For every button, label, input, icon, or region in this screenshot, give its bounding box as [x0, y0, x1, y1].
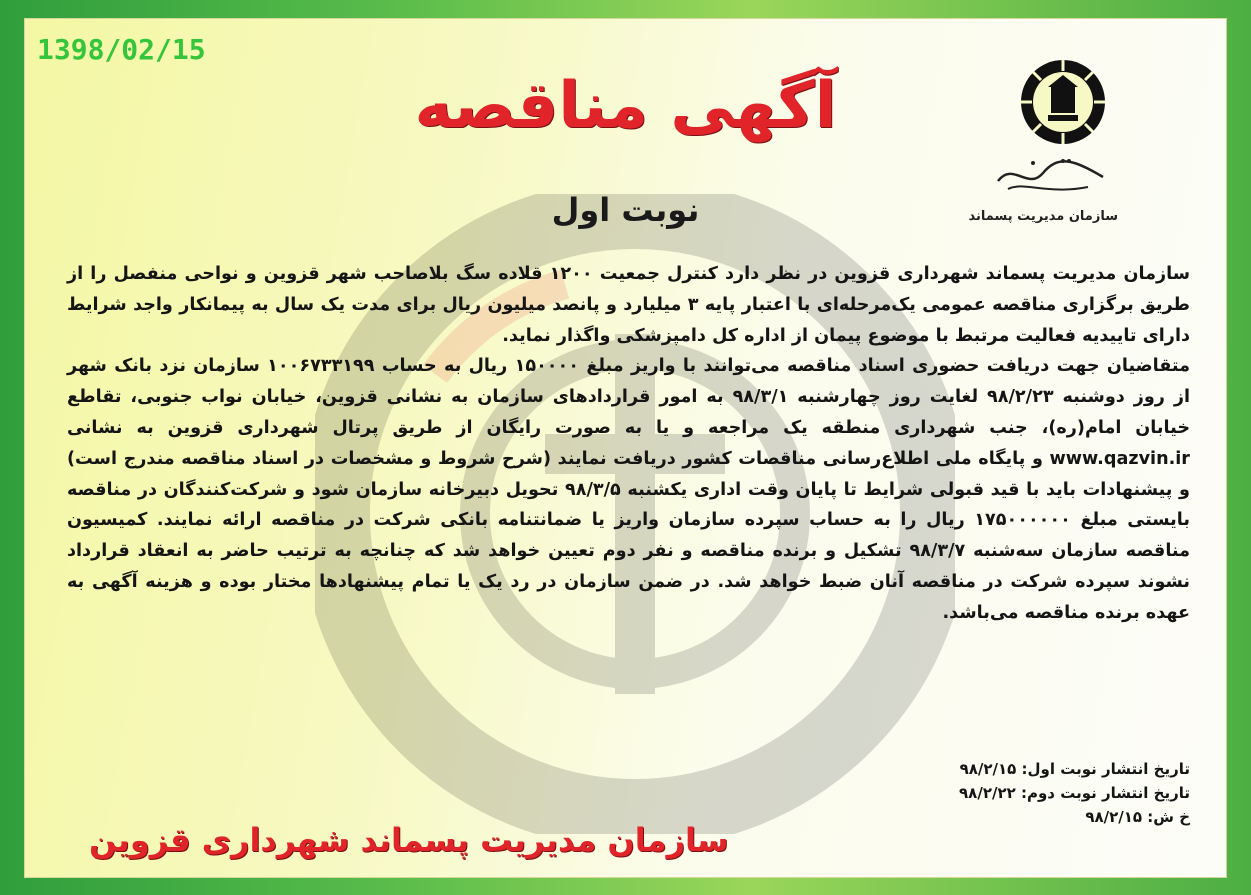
publication-info: [959, 757, 1190, 829]
body-paragraph: سازمان مدیریت پسماند شهرداری قزوین در نظر دارد کنترل جمعیت ۱۲۰۰ قلاده سگ بلاصاحب شهر قزوین و نواحی منفصل را از طریق برگزاری مناقصه عمومی یک‌مرحله‌ای با اعتبار پایه ۳ میلیارد و پانصد میلیون ریال برای مدت یک سال به پیمانکار واجد شرایط دارای تاییدیه فعالیت مرتبط با موضوع پیمان از اداره کل دامپزشکی واگذار نماید.: [67, 264, 1191, 346]
notice-paper: [24, 18, 1227, 878]
notice-body: [67, 259, 1190, 629]
notice-subtitle: نوبت اول: [551, 191, 700, 229]
notice-title: آگهی مناقصه: [414, 69, 837, 143]
first-publication-date: تاریخ انتشار نوبت اول: ۹۸/۲/۱۵: [959, 760, 1190, 778]
issuer-signature: سازمان مدیریت پسماند شهرداری قزوین: [89, 821, 729, 859]
date-stamp: 1398/02/15: [37, 33, 206, 66]
body-paragraph: متقاضیان جهت دریافت حضوری اسناد مناقصه می‌توانند با واریز مبلغ ۱۵۰۰۰۰ ریال به حساب ۱۰۰۶۷۳۳۱۹۹ سازمان نزد بانک شهر از روز دوشنبه ۹۸/۲/۲۳ لغایت روز چهارشنبه ۹۸/۳/۱ به امور قراردادهای سازمان به نشانی قزوین، خیابان نواب جنوبی، تقاطع خیابان امام(ره)، جنب شهرداری منطقه یک مراجعه و یا به صورت رایگان از طریق پرتال شهرداری قزوین به نشانی www.qazvin.ir و پایگاه ملی اطلاع‌رسانی مناقصات کشور دریافت نمایند (شرح شروط و مشخصات در اسناد مناقصه مندرج است) و پیشنهادات باید با قید قبولی شرایط تا پایان وقت اداری یکشنبه ۹۸/۳/۵ تحویل دبیرخانه سازمان شود و شرکت‌کنندگان در مناقصه بایستی مبلغ ۱۷۵۰۰۰۰۰۰ ریال را به حساب سپرده سازمان واریز یا ضمانتنامه بانکی شرکت در مناقصه ارائه نمایند. کمیسیون مناقصه سازمان سه‌شنبه ۹۸/۳/۷ تشکیل و برنده مناقصه و نفر دوم تعیین خواهد شد که چنانچه به ترتیب حاضر به انعقاد قرارداد نشوند سپرده شرکت در مناقصه آنان ضبط خواهد شد. در ضمن سازمان در رد یک یا تمام پیشنهادها مختار بوده و هزینه آگهی به عهده برنده مناقصه می‌باشد.: [67, 356, 1190, 623]
second-publication-date: تاریخ انتشار نوبت دوم: ۹۸/۲/۲۲: [959, 784, 1190, 802]
notice-code: خ ش: ۹۸/۲/۱۵: [1085, 808, 1190, 826]
org-caption: سازمان مدیریت پسماند: [968, 209, 1118, 224]
